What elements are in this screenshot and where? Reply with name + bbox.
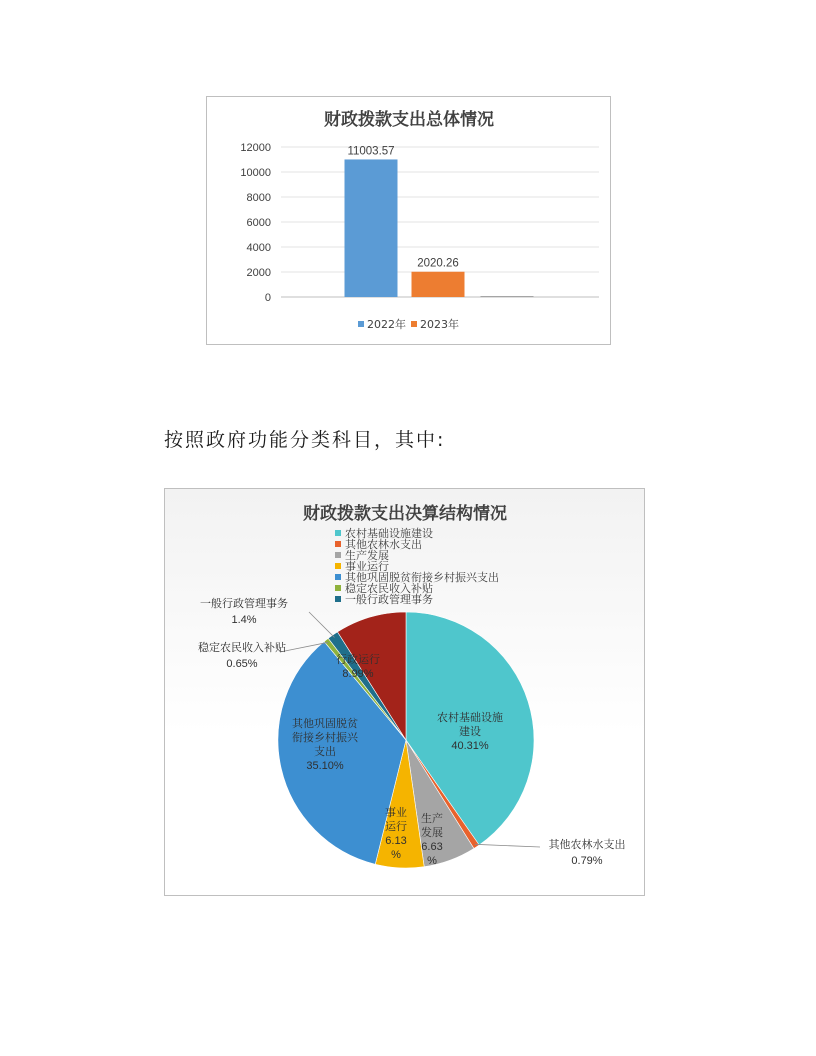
y-tick-label: 4000 [246, 242, 271, 254]
slice-label-group [200, 596, 288, 626]
slice-category-label: 事业运行 [385, 806, 407, 833]
slice-percent-label: 0.79% [571, 855, 603, 867]
legend-label: 生产发展 [345, 549, 389, 562]
slice-label-group [198, 640, 286, 670]
slice-percent-label: 35.10% [306, 760, 344, 772]
legend-label: 稳定农民收入补贴 [345, 582, 433, 595]
slice-percent-label: 6.13 % [385, 835, 407, 861]
legend-label: 农村基础设施建设 [345, 527, 433, 540]
legend-swatch [411, 321, 417, 327]
slice-category-label: 稳定农民收入补贴 [198, 641, 286, 654]
y-tick-label: 12000 [240, 142, 271, 154]
legend-label: 一般行政管理事务 [345, 593, 433, 606]
legend-label: 事业运行 [345, 560, 389, 573]
bar-2022年 [345, 159, 398, 297]
y-tick-label: 2000 [246, 267, 271, 279]
legend-swatch [335, 585, 341, 591]
slice-category-label: 其他农林水支出 [548, 838, 626, 851]
slice-label-group [549, 837, 626, 867]
y-tick-label: 10000 [240, 167, 271, 179]
legend-swatch [335, 596, 341, 602]
legend-swatch [335, 530, 341, 536]
slice-category-label: 其他巩固脱贫衔接乡村振兴支出 [292, 717, 358, 758]
leader-line [475, 844, 540, 847]
slice-category-label: 一般行政管理事务 [200, 597, 288, 610]
pie-chart-title: 财政拨款支出决算结构情况 [303, 504, 507, 524]
legend-label: 2022年 [367, 318, 406, 331]
legend-swatch [335, 552, 341, 558]
slice-category-label: 生产发展 [421, 812, 443, 839]
bar-third [481, 296, 534, 297]
bar-2023年 [412, 272, 465, 297]
y-tick-label: 6000 [246, 217, 271, 229]
legend-swatch [335, 563, 341, 569]
slice-percent-label: 1.4% [231, 614, 257, 626]
y-tick-label: 8000 [246, 192, 271, 204]
slice-category-label: 行政运行 [336, 653, 380, 666]
legend-label: 其他巩固脱贫衔接乡村振兴支出 [345, 571, 499, 584]
slice-percent-label: 6.63 % [421, 841, 443, 867]
bar-chart [207, 97, 612, 346]
slice-percent-label: 8.99% [342, 668, 374, 680]
data-label: 11003.57 [347, 145, 395, 158]
legend-swatch [358, 321, 364, 327]
legend-label: 其他农林水支出 [345, 538, 422, 551]
bar-chart-title: 财政拨款支出总体情况 [324, 110, 494, 130]
legend-label: 2023年 [420, 318, 459, 331]
slice-percent-label: 40.31% [451, 740, 489, 752]
slice-percent-label: 0.65% [226, 658, 258, 670]
leader-line [309, 612, 335, 638]
legend-swatch [335, 574, 341, 580]
pie-chart [165, 489, 646, 897]
body-paragraph: 按照政府功能分类科目，其中: [164, 429, 446, 451]
data-label: 2020.26 [417, 257, 459, 270]
bar-chart-frame [206, 96, 611, 345]
slice-category-label: 农村基础设施建设 [437, 711, 503, 738]
y-tick-label: 0 [264, 292, 271, 304]
pie-chart-frame [164, 488, 645, 896]
legend-swatch [335, 541, 341, 547]
